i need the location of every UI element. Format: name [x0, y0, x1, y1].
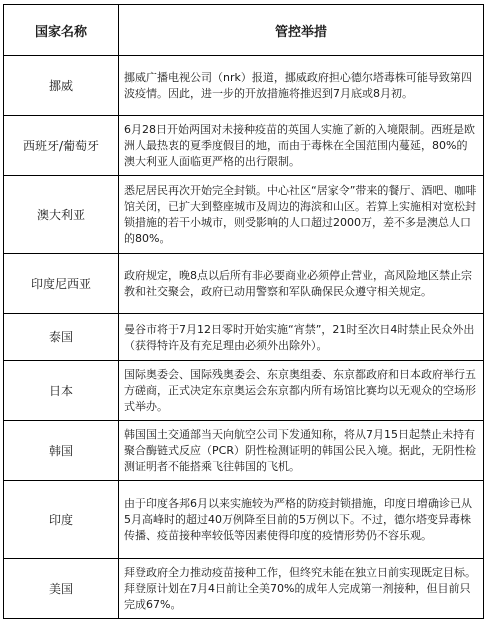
table-row: [4, 559, 484, 619]
country-cell: 印度: [4, 481, 119, 559]
measure-cell: 政府规定，晚8点以后所有非必要商业必须停止营业，高风险地区禁止宗教和社交聚会，政府已动用警察和军队确保民众遵守相关规定。: [119, 254, 484, 314]
country-cell: 美国: [4, 559, 119, 619]
table-row: [4, 56, 484, 116]
country-cell: 西班牙/葡萄牙: [4, 116, 119, 176]
measure-cell: 拜登政府全力推动疫苗接种工作，但终究未能在独立日前实现既定目标。拜登原计划在7月4日前让全美70%的成年人完成第一剂接种，但目前只完成67%。: [119, 559, 484, 619]
table-row: [4, 116, 484, 176]
header-country: 国家名称: [4, 5, 119, 56]
measure-cell: 悉尼居民再次开始完全封锁。中心社区“居家令”带来的餐厅、酒吧、咖啡馆关闭，已扩大到整座城市及周边的海滨和山区。若算上实施相对宽松封锁措施的若干小城市，则受影响的人口超过2000万，差不多是澳总人口的80%。: [119, 176, 484, 254]
control-measures-table: [3, 4, 484, 619]
country-cell: 日本: [4, 361, 119, 421]
country-cell: 韩国: [4, 421, 119, 481]
table-row: [4, 361, 484, 421]
measure-cell: 6月28日开始两国对未接种疫苗的英国人实施了新的入境限制。西班是欧洲人最热衷的夏季度假目的地，而由于毒株在全国范围内蔓延，80%的澳大利亚人面临更严格的出行限制。: [119, 116, 484, 176]
measure-cell: 韩国国土交通部当天向航空公司下发通知称，将从7月15日起禁止未持有聚合酶链式反应（PCR）阴性检测证明的韩国公民入境。据此，无阴性检测证明者不能搭乘飞往韩国的飞机。: [119, 421, 484, 481]
country-cell: 印度尼西亚: [4, 254, 119, 314]
measure-cell: 挪威广播电视公司（nrk）报道，挪威政府担心德尔塔毒株可能导致第四波疫情。因此，进一步的开放措施将推迟到7月底或8月初。: [119, 56, 484, 116]
country-cell: 泰国: [4, 314, 119, 361]
table-row: [4, 254, 484, 314]
measure-cell: 由于印度各邦6月以来实施较为严格的防疫封锁措施，印度日增确诊已从5月高峰时的超过40万例降至目前的5万例以下。不过，德尔塔变异毒株传播、疫苗接种率较低等因素使得印度的疫情形势仍不容乐观。: [119, 481, 484, 559]
header-measure: 管控举措: [119, 5, 484, 56]
measure-cell: 曼谷市将于7月12日零时开始实施“宵禁”，21时至次日4时禁止民众外出（获得特许及有充足理由必须外出除外）。: [119, 314, 484, 361]
country-cell: 澳大利亚: [4, 176, 119, 254]
table-row: [4, 421, 484, 481]
table-row: [4, 176, 484, 254]
country-cell: 挪威: [4, 56, 119, 116]
table-row: [4, 314, 484, 361]
header-row: [4, 5, 484, 56]
table-row: [4, 481, 484, 559]
measure-cell: 国际奥委会、国际残奥委会、东京奥组委、东京都政府和日本政府举行五方磋商，正式决定东京奥运会东京都内所有场馆比赛均以无观众的空场形式举办。: [119, 361, 484, 421]
